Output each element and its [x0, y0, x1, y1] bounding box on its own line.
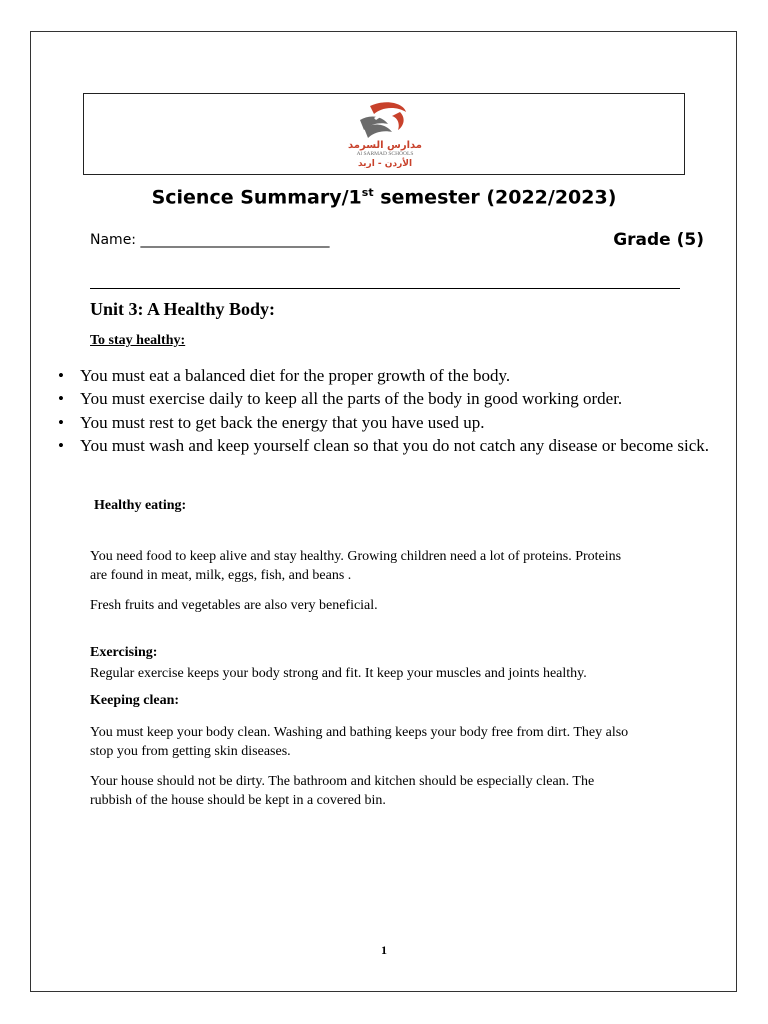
- keeping-clean-heading: Keeping clean:: [90, 693, 180, 708]
- school-logo: [330, 98, 440, 170]
- list-item: [56, 387, 709, 410]
- exercising-paragraph: Regular exercise keeps your body strong and fit. It keep your muscles and joints healthy.: [90, 666, 587, 681]
- name-field: Name: ___________________________: [90, 232, 330, 248]
- bullet-text: You must wash and keep yourself clean so that you do not catch any disease or become sick.: [80, 435, 710, 455]
- paragraph-line: You must keep your body clean. Washing and bathing keeps your body free from dirt. They also: [90, 725, 629, 740]
- logo-english-line: Al SARMAD SCHOOLS: [356, 151, 414, 157]
- paragraph-line: are found in meat, milk, eggs, fish, and beans .: [90, 568, 352, 583]
- bullet-dot-icon: •: [58, 435, 64, 455]
- bullet-text: You must eat a balanced diet for the proper growth of the body.: [80, 366, 511, 385]
- paragraph-line: stop you from getting skin diseases.: [90, 744, 291, 759]
- bullet-text: You must exercise daily to keep all the parts of the body in good working order.: [80, 389, 623, 409]
- title-superscript: st: [361, 186, 374, 199]
- title-main: Science Summary/1: [151, 186, 362, 209]
- bullet-dot-icon: •: [58, 412, 64, 432]
- grade-label: Grade (5): [613, 230, 704, 250]
- paragraph-line: rubbish of the house should be kept in a covered bin.: [90, 793, 386, 808]
- list-item: [56, 434, 709, 457]
- list-item: [56, 411, 709, 434]
- logo-arabic-line1: مدارس السرمد: [348, 140, 422, 151]
- healthy-eating-paragraph-1: [90, 547, 690, 585]
- header-logo-box: [83, 93, 685, 175]
- page-number: 1: [381, 943, 387, 957]
- healthy-bullets-list: [56, 364, 709, 457]
- exercising-heading: Exercising:: [90, 645, 158, 660]
- title-rest: semester (2022/2023): [373, 186, 617, 209]
- paragraph-line: You need food to keep alive and stay healthy. Growing children need a lot of proteins. Proteins: [90, 549, 622, 564]
- keeping-clean-paragraph-1: [90, 723, 690, 761]
- bullet-dot-icon: •: [58, 366, 64, 385]
- stay-healthy-heading: To stay healthy:: [90, 333, 186, 348]
- logo-arabic-line2: الأردن - اربد: [357, 159, 413, 169]
- unit-title: Unit 3: A Healthy Body:: [90, 299, 276, 319]
- keeping-clean-paragraph-2: [90, 772, 690, 810]
- paragraph-line: Your house should not be dirty. The bathroom and kitchen should be especially clean. The: [90, 774, 595, 789]
- document-title: [0, 186, 768, 208]
- list-item: [56, 364, 709, 387]
- divider-line: [90, 288, 680, 289]
- healthy-eating-heading: Healthy eating:: [94, 498, 187, 513]
- healthy-eating-paragraph-2: Fresh fruits and vegetables are also very beneficial.: [90, 598, 378, 613]
- bullet-dot-icon: •: [58, 389, 64, 409]
- bullet-text: You must rest to get back the energy that you have used up.: [80, 412, 485, 432]
